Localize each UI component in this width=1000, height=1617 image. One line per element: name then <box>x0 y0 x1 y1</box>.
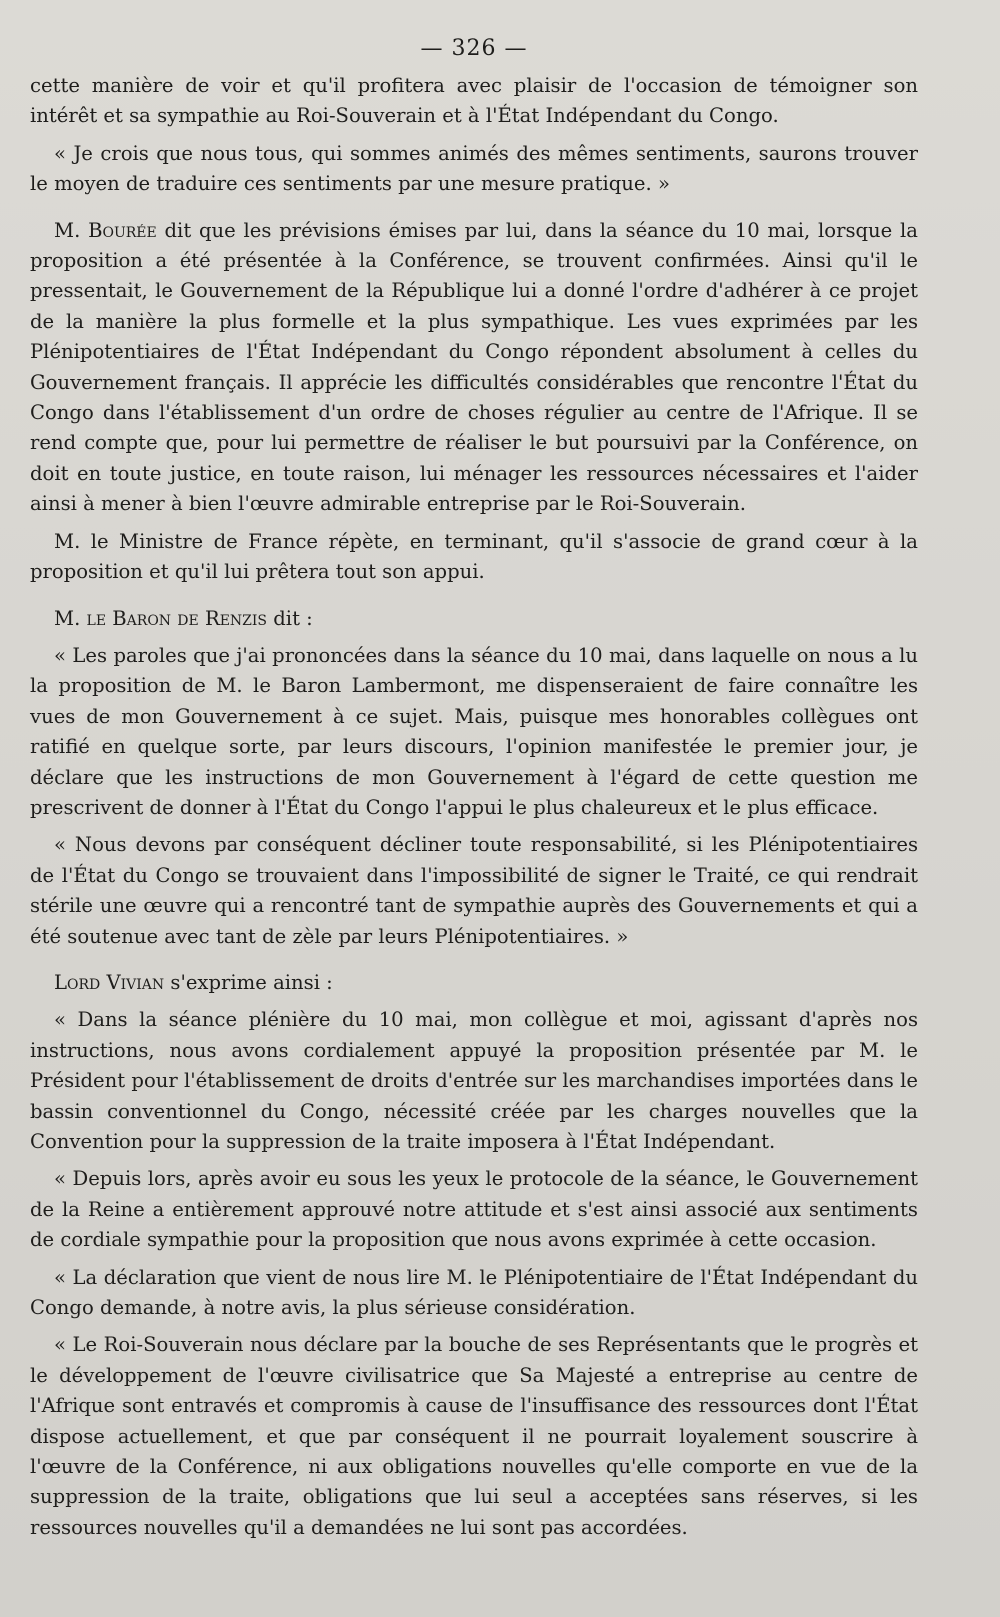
body-text <box>30 71 918 1543</box>
paragraph: « Dans la séance plénière du 10 mai, mon collègue et moi, agissant d'après nos instructions, nous avons cordialement appuyé la proposition présentée par M. le Président pour l'établissement de droits d'entrée sur les marchandises importées dans le bassin conventionnel du Congo, nécessité créée par les charges nouvelles que la Convention pour la suppression de la traite imposera à l'État Indépendant. <box>30 1008 918 1153</box>
speaker-paragraph: M. le Baron de Renzis dit : <box>54 606 313 630</box>
paragraph: M. le Ministre de France répète, en terminant, qu'il s'associe de grand cœur à la proposition et qu'il lui prêtera tout son appui. <box>30 529 918 584</box>
speaker-name: Bourée <box>88 218 157 242</box>
page-number: — 326 — <box>420 36 528 61</box>
paragraph: « Les paroles que j'ai prononcées dans la séance du 10 mai, dans laquelle on nous a lu la proposition de M. le Baron Lambermont, me dispenseraient de faire connaître les vues de mon Gouvernement à ce sujet. Mais, puisque mes honorables collègues ont ratifié en quelque sorte, par leurs discours, l'opinion manifestée le premier jour, je déclare que les instructions de mon Gouvernement à l'égard de cette question me prescrivent de donner à l'État du Congo l'appui le plus chaleureux et le plus efficace. <box>30 643 918 819</box>
speaker-name: le Baron de Renzis <box>86 606 268 630</box>
speaker-name: Lord Vivian <box>54 970 165 994</box>
paragraph: « Depuis lors, après avoir eu sous les yeux le protocole de la séance, le Gouvernement de la Reine a entièrement approuvé notre attitude et s'est ainsi associé aux sentiments de cordiale sympathie pour la proposition que nous avons exprimée à cette occasion. <box>30 1167 918 1252</box>
speaker-paragraph: M. Bourée dit que les prévisions émises par lui, dans la séance du 10 mai, lorsque la proposition a été présentée à la Conférence, se trouvent confirmées. Ainsi qu'il le pressentait, le Gouvernement de la République lui a donné l'ordre d'adhérer à ce projet de la manière la plus formelle et la plus sympathique. Les vues exprimées par les Plénipotentiaires de l'État Indépendant du Congo répondent absolument à celles du Gouvernement français. Il apprécie les difficultés considérables que rencontre l'État du Congo dans l'établissement d'un ordre de choses régulier au centre de l'Afrique. Il se rend compte que, pour lui permettre de réaliser le but poursuivi par la Conférence, on doit en toute justice, en toute raison, lui ménager les ressources nécessaires et l'aider ainsi à mener à bien l'œuvre admirable entreprise par le Roi-Souverain. <box>30 218 918 516</box>
speaker-paragraph: Lord Vivian s'exprime ainsi : <box>54 970 333 994</box>
paragraph: « La déclaration que vient de nous lire M. le Plénipotentiaire de l'État Indépendant du Congo demande, à notre avis, la plus sérieuse considération. <box>30 1265 918 1320</box>
paragraph: « Nous devons par conséquent décliner toute responsabilité, si les Plénipotentiaires de l'État du Congo se trouvaient dans l'impossibilité de signer le Traité, ce qui rendrait stérile une œuvre qui a rencontré tant de sympathie auprès des Gouvernements et qui a été soutenue avec tant de zèle par leurs Plénipotentiaires. » <box>30 833 918 948</box>
paragraph: cette manière de voir et qu'il profitera avec plaisir de l'occasion de témoigner son intérêt et sa sympathie au Roi-Souverain et à l'État Indépendant du Congo. <box>30 74 918 128</box>
paragraph: « Le Roi-Souverain nous déclare par la bouche de ses Représentants que le progrès et le développement de l'œuvre civilisatrice que Sa Majesté a entreprise au centre de l'Afrique sont entravés et compromis à cause de l'insuffisance des ressources dont l'État dispose actuellement, et que par conséquent il ne pourrait loyalement souscrire à l'œuvre de la Conférence, ni aux obligations nouvelles qu'elle comporte en vue de la suppression de la traite, obligations que lui seul a acceptées sans réserves, si les ressources nouvelles qu'il a demandées ne lui sont pas accordées. <box>30 1333 918 1539</box>
paragraph: « Je crois que nous tous, qui sommes animés des mêmes sentiments, saurons trouver le moyen de traduire ces sentiments par une mesure pratique. » <box>30 141 918 196</box>
